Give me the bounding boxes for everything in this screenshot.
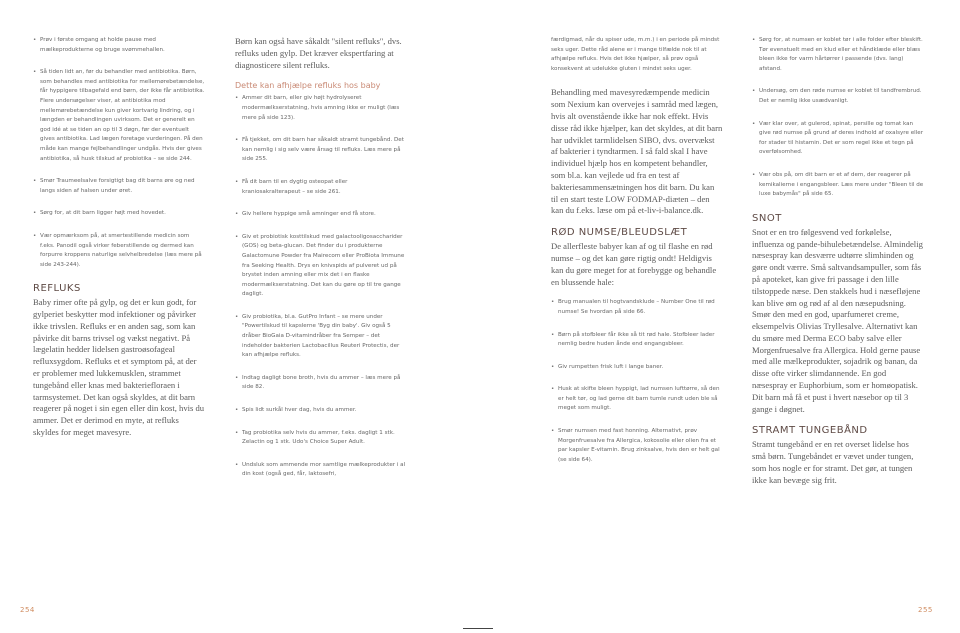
section-heading-stramt-tungebaand: STRAMT TUNGEBÅND — [752, 425, 868, 437]
bullet-item: • Få dit barn til en dygtig osteopat eller kraniosakralterapeut – se side 261. — [235, 178, 407, 197]
right-page-column-2 — [752, 36, 924, 497]
bullet-item: • Så tiden lidt an, før du behandler med antibiotika. Børn, som behandles med antibiotika for mellemørebetændelse, får hyppigere tilbagefald end børn, der ikke får antibiotika. Flere undersøgelser viser, at antibiotika mod mellemørebetændelse kun giver kortvarig lindring, og i længden er behandlingen uvirksom. Det er generelt en god idé at se tiden an op til 3 døgn, før der eventuelt gives antibiotika. Lad lægen foretage vurderingen. På den måde kan mange fejlbehandlinger undgås. Hvis der gives antibiotika, så husk tilskud af probiotika – se side 244. — [33, 68, 205, 164]
body-paragraph: Børn kan også have såkaldt "silent refluks", dvs. refluks uden gylp. Det kræver ekspertfaring at diagnosticere silent refluks. — [235, 36, 402, 70]
bullet-item: • Børn på stofbleer får ikke så tit rød hale. Stofbleer lader nemlig bedre huden ånde end engangsbleer. — [551, 331, 723, 350]
bullet-item: • Vær klar over, at gulerod, spinat, persille og tomat kan give rød numse på grund af deres indhold af oxalsyre eller for stader til histamin. Det er som regel ikke et tegn på overfølsomhed. — [752, 120, 924, 158]
section-heading-roed-numse: RØD NUMSE/BLEUDSLÆT — [551, 227, 688, 239]
bullet-item: • Undsluk som ammende mor samtlige mælkeprodukter i al din kost (også ged, får, laktosefri, — [235, 461, 407, 480]
bullet-item: • Vær obs på, om dit barn er et af dem, der reagerer på kemikalierne i engangsbleer. Læs mere under "Bleen til de luxe babymås" på side 65. — [752, 171, 924, 200]
bullet-item: • Sørg for, at dit barn ligger højt med hovedet. — [33, 209, 205, 219]
bullet-item: • Ammer dit barn, eller giv højt hydrolyseret modermælkserstatning, hvis amning ikke er muligt (læs mere på side 123). — [235, 94, 407, 123]
page-number-right: 255 — [918, 606, 933, 614]
section-heading-refluks: REFLUKS — [33, 283, 81, 295]
subheading: Dette kan afhjælpe refluks hos baby — [235, 81, 381, 91]
bullet-item: • Giv hellere hyppige små amninger end få store. — [235, 210, 407, 220]
body-paragraph: Baby rimer ofte på gylp, og det er kun godt, for gylperiet beskytter mod infektioner og påvirker ikke trivslen. Refluks er en anden sag, som kan påvirke dit barns trivsel og vækst negativt. På lægelatin hedder lidelsen gastroøsofageal refluxsygdom. Refluks et et symptom på, at der er problemer med lukkemusklen, strammet tungebånd eller knas med bakteriefloraen i tarmsystemet. Det kan også skyldes, at dit barn reagerer på noget i sin egen eller din kost, hvis du ammer. Det er derimod en myte, at refluks skyldes for meget mavesyre. — [33, 297, 205, 438]
bullet-item: • Prøv i første omgang at holde pause med mælkeprodukterne og bruge svømmehallen. — [33, 36, 205, 55]
bullet-item: • Undersøg, om den røde numse er koblet til tandfrembrud. Det er nemlig ikke usædvanligt. — [752, 87, 924, 106]
bullet-item: • Giv et probiotisk kosttilskud med galactooligosaccharider (GOS) og beta-glucan. Det finder du i produkterne Galactomune Powder fra Mairecom eller ProBiota Immune fra Seeking Health. Drys en knivspids af pulveret ud på brystet inden amning eller mix det i en flaske modermælkserstatning. Det kan du gøre op til tre gange dagligt. — [235, 233, 407, 300]
left-page-column-1 — [33, 36, 205, 449]
body-paragraph: Stramt tungebånd er en ret overset lidelse hos små børn. Tungebåndet er vævet under tungen, som hos nogle er for stramt. Det gør, at tungen ikke kan bevæge sig frit. — [752, 439, 914, 485]
body-paragraph: De allerfleste babyer kan af og til flashe en rød numse – og det kan gøre rigtig ondt! Heldigvis kan du gøre meget for at forebygge og behandle en blussende hale: — [551, 241, 717, 287]
right-page-column-1 — [551, 36, 723, 478]
body-paragraph: Snot er en tro følgesvend ved forkølelse, influenza og pande-bihulebetændelse. Almindelig næsespray kan desværre udtørre slimhinden og gøre ondt værre. Små saltvandsampuller, som fås på apoteket, kan give fri passage i den lille tilstoppede næse. Den stakkels hud i næsefløjene kan blive øm og rød af al den næsepudsning. Smør den med en god, uparfumeret creme, eksempelvis Olivias Tryllesalve. Alternativt kan du smøre med Derma ECO baby salve eller Morgenfruesalve fra Allergica. Hold gerne pause med alle mælkeprodukter, sojadrik og banan, da disse ofte virker slimdannende. En god næsespray er Euphorbium, som er homøopatisk. Dit barn må få et pust i hvert næsebor op til 3 gange i døgnet. — [752, 226, 923, 414]
section-heading-snot: SNOT — [752, 212, 782, 224]
bullet-item: • Giv rumpetten frisk luft i lange baner. — [551, 363, 723, 373]
bullet-item: • Tag probiotika selv hvis du ammer, f.eks. dagligt 1 stk. Zelactin og 1 stk. Udo's Choice Super Adult. — [235, 429, 407, 448]
bullet-item: • Smør Traumeelsalve forsigtigt bag dit barns øre og ned langs siden af halsen under øret. — [33, 177, 205, 196]
book-spine-marker — [463, 628, 493, 629]
bullet-item: • Spis lidt surkål hver dag, hvis du ammer. — [235, 406, 407, 416]
left-page-column-2 — [235, 36, 407, 493]
bullet-item: • Brug manualen til hogtvandsklude – Number One til rød numse! Se hvordan på side 66. — [551, 298, 723, 317]
bullet-item: • Vær opmærksom på, at smertestillende medicin som f.eks. Panodil også virker feberstillende og dermed kan forpurre kroppens naturlige selvhelbredelse (læs mere på side 243-244). — [33, 232, 205, 270]
page-number-left: 254 — [20, 606, 35, 614]
bullet-item: • Sørg for, at numsen er koblet tør i alle folder efter bleskift. Tør evenstuelt med en klud eller et håndklæde eller blæs bleen ikke for varm hårtørrer i passende (dvs. lang) afstand. — [752, 36, 924, 74]
bullet-item: • Giv probiotika, bl.a. GutPro Infant – se mere under "Powertilskud til kapslerne 'Byg din baby'. Giv også 5 dråber BioGaia D-vitamindråber fra Semper – det indeholder bakterien Lactobacillus Reuteri Protectis, der kan afhjælpe refluks. — [235, 313, 407, 361]
continued-text: færdigmad, når du spiser ude, m.m.) i en periode på mindst seks uger. Dette råd alene er i mange tilfælde nok til at afhjælpe refluks. Hvis det ikke hjælper, så prøv også konsekvent at udelukke gluten i mindst seks uger. — [551, 37, 720, 72]
bullet-item: • Få tjekket, om dit barn har såkaldt stramt tungebånd. Det kan nemlig i sig selv være årsag til refluks. Læs mere på side 255. — [235, 136, 407, 165]
bullet-item: • Smør numsen med fast honning. Alternativt, prøv Morgenfruesalve fra Allergica, kokosolie eller olien fra et par kapsler E-vitamin. Brug zinksalve, hvis den er helt gal (se side 64). — [551, 427, 723, 465]
bullet-item: • Indtag dagligt bone broth, hvis du ammer – læs mere på side 82. — [235, 374, 407, 393]
bullet-item: • Husk at skifte bleen hyppigt, lad numsen lufttørre, så den er helt tør, og lad gerne dit barn tumle rundt uden ble så meget som muligt. — [551, 385, 723, 414]
body-paragraph: Behandling med mavesyredæmpende medicin som Nexium kan overvejes i samråd med lægen, hvis alt ovenstående ikke har nok effekt. Hvis disse råd ikke hjælper, kan det skyldes, at dit barn har udviklet tarmlidelsen SIBO, dvs. overvækst af bakterier i tyndtarmen. I så fald skal I have individuel hjælp hos en kompetent behandler, som bl.a. kan vejlede ud fra en test af bakteriesammensætningen hos dit barn. Du kan til en start teste LOW FODMAP-diæten – den kan du f.eks. læse om på et-liv-i-balance.dk. — [551, 87, 723, 216]
